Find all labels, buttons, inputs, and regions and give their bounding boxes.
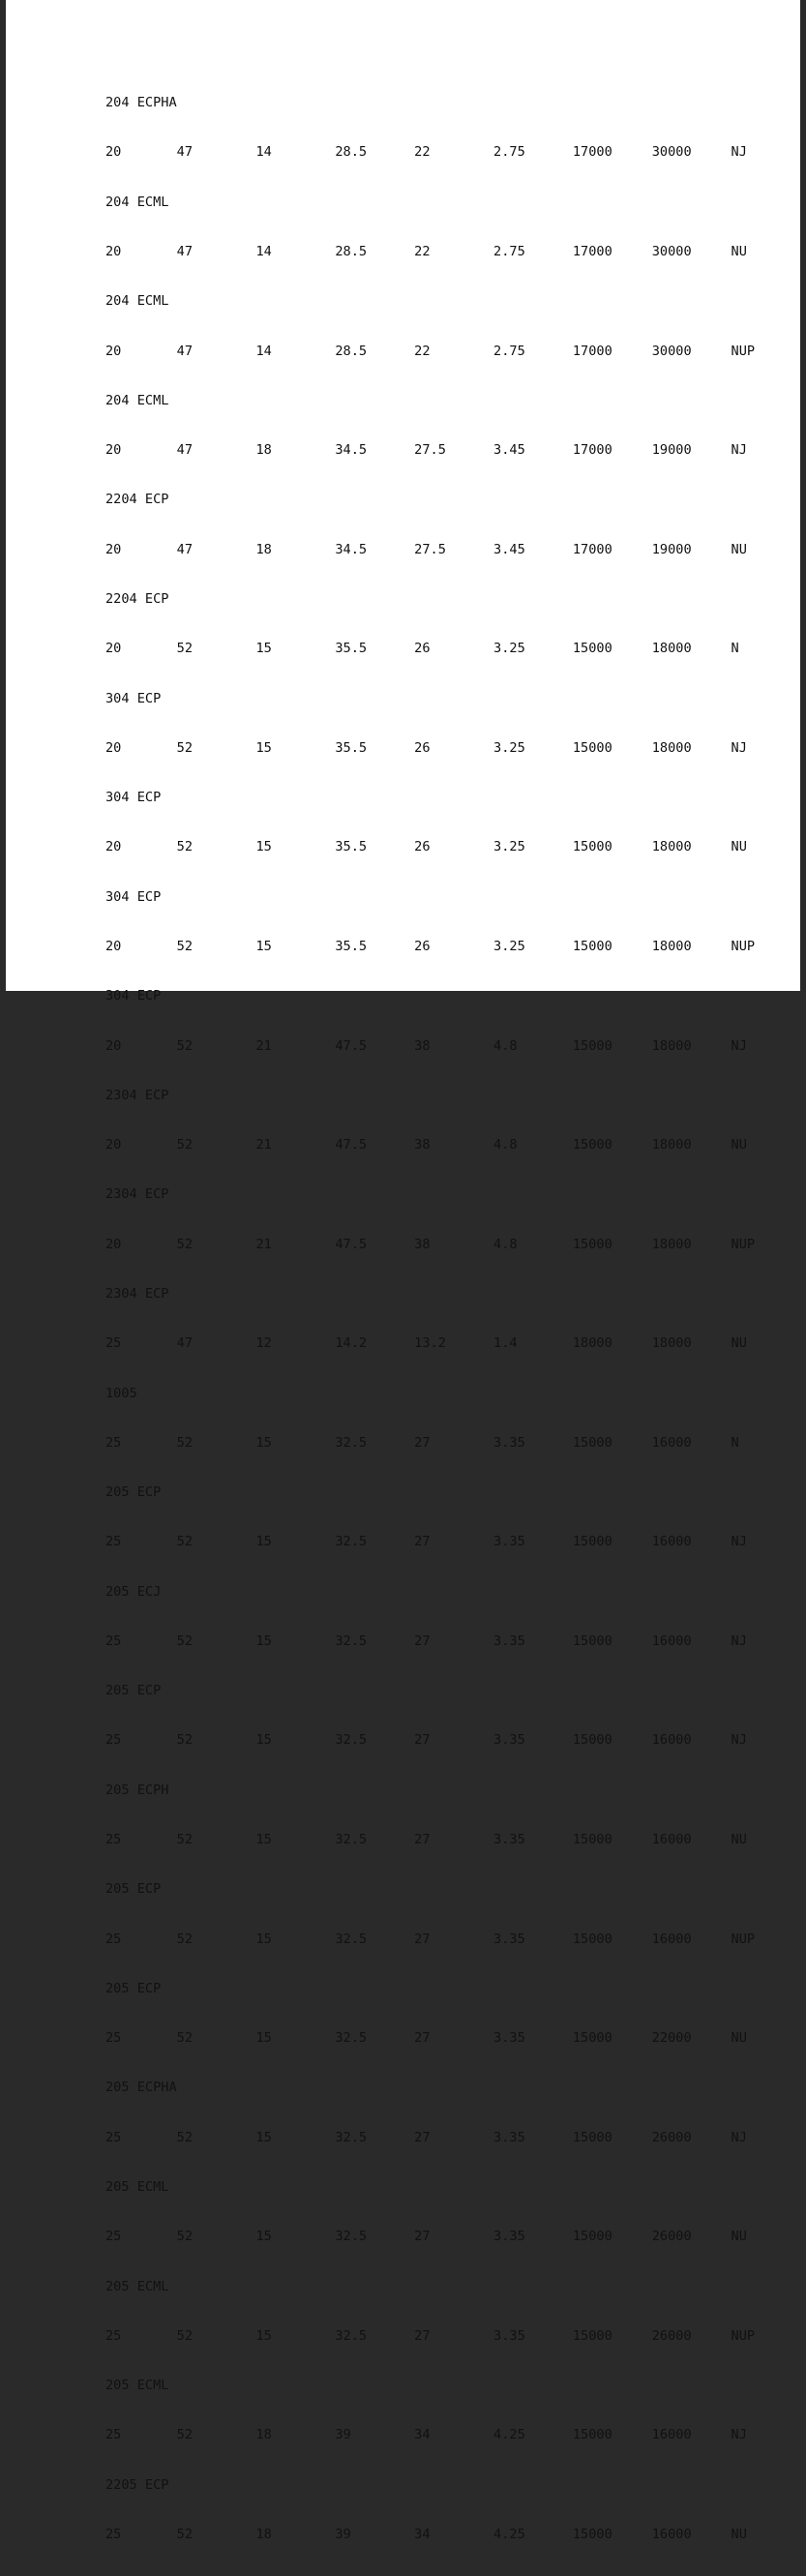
text-line: 2204 ECP (105, 492, 169, 508)
text-line: 20 52 15 35.5 26 3.25 15000 18000 N (105, 641, 739, 657)
text-line: 304 ECP (105, 790, 162, 806)
text-line: 2304 ECP (105, 1186, 169, 1203)
text-line: 20 52 21 47.5 38 4.8 15000 18000 NU (105, 1137, 747, 1153)
text-line: 204 ECML (105, 194, 169, 210)
text-line: 25 52 15 32.5 27 3.35 15000 16000 NJ (105, 1632, 747, 1649)
text-line: 25 52 18 39 34 4.25 15000 16000 NJ (105, 2427, 747, 2443)
text-line: 25 52 15 32.5 27 3.35 15000 26000 NJ (105, 2129, 747, 2145)
text-line: 20 47 14 28.5 22 2.75 17000 30000 NUP (105, 343, 756, 359)
text-line: 25 52 15 32.5 27 3.35 15000 22000 NU (105, 2030, 747, 2047)
text-line: 304 ECP (105, 888, 162, 905)
text-line: 205 ECP (105, 1881, 162, 1898)
text-line: 20 52 21 47.5 38 4.8 15000 18000 NUP (105, 1236, 756, 1252)
text-line: 20 47 14 28.5 22 2.75 17000 30000 NU (105, 244, 747, 260)
text-line: 25 52 15 32.5 27 3.35 15000 26000 NUP (105, 2327, 756, 2344)
document-page (6, 0, 800, 2542)
text-line: 25 47 12 14.2 13.2 1.4 18000 18000 NU (105, 1335, 747, 1352)
text-line: 205 ECJ (105, 1583, 162, 1600)
text-line: 20 47 14 28.5 22 2.75 17000 30000 NJ (105, 144, 747, 161)
text-line: 205 ECP (105, 1980, 162, 1996)
text-line: 2204 ECP (105, 591, 169, 607)
text-line: 204 ECPHA (105, 95, 177, 111)
text-line: 205 ECML (105, 2278, 169, 2294)
text-line: 2205 ECP (105, 2476, 169, 2493)
text-line: 205 ECPH (105, 1782, 169, 1798)
text-line: 25 52 15 32.5 27 3.35 15000 16000 N (105, 1434, 739, 1451)
text-line: 204 ECML (105, 392, 169, 408)
text-line: 204 ECML (105, 293, 169, 310)
text-line: 20 52 21 47.5 38 4.8 15000 18000 NJ (105, 1037, 747, 1054)
text-line: 20 52 15 35.5 26 3.25 15000 18000 NU (105, 839, 747, 855)
text-line: 20 47 18 34.5 27.5 3.45 17000 19000 NJ (105, 442, 747, 459)
text-line: 205 ECML (105, 2378, 169, 2394)
text-line: 205 ECP (105, 1484, 162, 1501)
text-line: 25 52 15 32.5 27 3.35 15000 16000 NJ (105, 1534, 747, 1550)
text-line: 205 ECPHA (105, 2080, 177, 2096)
text-line: 2304 ECP (105, 1087, 169, 1103)
document-text (105, 62, 755, 2576)
text-line: 205 ECP (105, 1683, 162, 1699)
text-line: 304 ECP (105, 988, 162, 1004)
text-line: 25 52 18 39 34 4.25 15000 16000 NU (105, 2526, 747, 2542)
text-line: 20 52 15 35.5 26 3.25 15000 18000 NUP (105, 938, 756, 954)
text-line: 205 ECML (105, 2179, 169, 2195)
text-line: 25 52 15 32.5 27 3.35 15000 16000 NJ (105, 1732, 747, 1749)
text-line: 2304 ECP (105, 1285, 169, 1302)
text-line: 20 52 15 35.5 26 3.25 15000 18000 NJ (105, 739, 747, 756)
text-line: 1005 (105, 1385, 137, 1401)
text-line: 304 ECP (105, 690, 162, 706)
text-line: 20 47 18 34.5 27.5 3.45 17000 19000 NU (105, 541, 747, 557)
text-line: 25 52 15 32.5 27 3.35 15000 26000 NU (105, 2229, 747, 2245)
text-line: 25 52 15 32.5 27 3.35 15000 16000 NUP (105, 1931, 756, 1947)
text-line: 25 52 15 32.5 27 3.35 15000 16000 NU (105, 1832, 747, 1848)
